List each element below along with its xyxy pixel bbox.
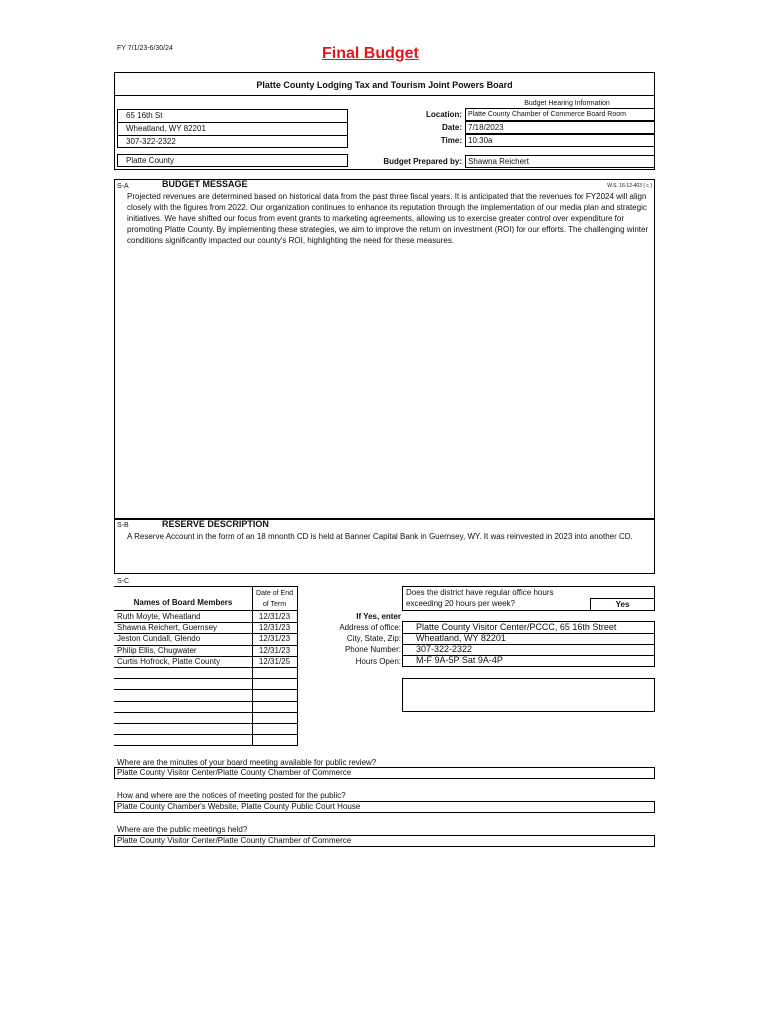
office-phone-value: 307-322-2322 bbox=[416, 644, 473, 654]
section-code-sa: S-A bbox=[117, 183, 129, 190]
page-title: Final Budget bbox=[322, 45, 419, 62]
budget-message-text: Projected revenues are determined based on historical data from the past three fiscal years. It is anticipated that the revenues for FY2024 will align closely with the figures from 2022. Our organization continues to enhance its reputation through the implementation of our media plan and strategic initiatives. We have shifted our focus from event grants to marketing agreements, allowing us to exercise greater control over expenditure for promoting Platte County. By implementing these strategies, we aim to improve the return on investment (ROI) for our efforts. The challenging winter conditions significantly impacted our county's ROI, highlighting the need for these measures. bbox=[127, 192, 649, 245]
office-address-value: Platte County Visitor Center/PCCC, 65 16th Street bbox=[416, 622, 617, 632]
office-address-label: Address of office: bbox=[339, 623, 401, 632]
date-value: 7/18/2023 bbox=[468, 123, 504, 132]
section-code-sb: S-B bbox=[117, 522, 129, 529]
board-member-term: 12/31/23 bbox=[258, 612, 291, 621]
time-field bbox=[465, 134, 655, 147]
table-row-divider bbox=[114, 689, 298, 690]
reserve-text: A Reserve Account in the form of an 18 mnonth CD is held at Banner Capital Bank in Guernsey, WY. It was reinvested in 2023 into another CD. bbox=[127, 532, 633, 541]
table-row-divider bbox=[114, 734, 298, 735]
answer-minutes: Platte County Visitor Center/Platte County Chamber of Commerce bbox=[117, 768, 352, 777]
names-header: Names of Board Members bbox=[133, 598, 233, 607]
board-member-name: Shawna Reichert, Guernsey bbox=[117, 623, 218, 633]
budget-message-heading: BUDGET MESSAGE bbox=[162, 179, 248, 189]
location-label: Location: bbox=[426, 110, 462, 119]
county: Platte County bbox=[126, 156, 175, 165]
address-line2: Wheatland, WY 82201 bbox=[126, 124, 206, 133]
office-city-value: Wheatland, WY 82201 bbox=[416, 633, 506, 643]
board-member-term: 12/31/23 bbox=[258, 645, 291, 655]
hearing-heading: Budget Hearing Information bbox=[524, 100, 610, 107]
question-meetings: Where are the public meetings held? bbox=[117, 825, 248, 834]
table-row-divider bbox=[114, 701, 298, 702]
office-question-line1: Does the district have regular office hours bbox=[406, 588, 554, 597]
divider bbox=[114, 95, 655, 96]
office-city-label: City, State, Zip: bbox=[346, 634, 401, 643]
fiscal-year: FY 7/1/23-6/30/24 bbox=[117, 45, 173, 52]
board-member-name: Ruth Moyte, Wheatland bbox=[117, 612, 201, 621]
office-hours-label: Hours Open: bbox=[355, 657, 401, 666]
phone: 307-322-2322 bbox=[126, 137, 176, 146]
office-question-line2: exceeding 20 hours per week? bbox=[406, 599, 515, 608]
divider bbox=[114, 610, 298, 611]
answer-notices: Platte County Chamber's Website, Platte County Public Court House bbox=[117, 802, 361, 811]
prepared-by-label: Budget Prepared by: bbox=[383, 157, 462, 166]
office-phone-label: Phone Number: bbox=[344, 645, 401, 654]
question-minutes: Where are the minutes of your board meeting available for public review? bbox=[117, 758, 377, 767]
time-value: 10:30a bbox=[468, 136, 493, 145]
question-notices: How and where are the notices of meeting posted for the public? bbox=[117, 791, 346, 800]
office-notes-box bbox=[402, 678, 655, 712]
term-header-line2: of Term bbox=[262, 601, 287, 608]
board-member-name: Philip Ellis, Chugwater bbox=[117, 645, 197, 655]
divider bbox=[117, 135, 348, 136]
divider bbox=[117, 122, 348, 123]
board-member-term: 12/31/25 bbox=[258, 656, 291, 666]
term-header-line1: Date of End bbox=[256, 590, 293, 597]
board-member-term: 12/31/23 bbox=[258, 634, 291, 644]
board-name: Platte County Lodging Tax and Tourism Joint Powers Board bbox=[256, 80, 513, 90]
date-label: Date: bbox=[441, 123, 462, 132]
address-line1: 65 16th St bbox=[126, 111, 163, 120]
board-member-term: 12/31/23 bbox=[258, 623, 291, 633]
prepared-by-value: Shawna Reichert bbox=[468, 157, 529, 166]
answer-meetings: Platte County Visitor Center/Platte County Chamber of Commerce bbox=[117, 836, 352, 845]
reserve-heading: RESERVE DESCRIPTION bbox=[162, 519, 269, 529]
table-row-divider bbox=[114, 723, 298, 724]
office-answer: Yes bbox=[615, 600, 630, 609]
board-member-name: Curtis Hofrock, Platte County bbox=[117, 656, 221, 666]
statute-reference: W.S. 16-12-403 ( c ) bbox=[607, 183, 652, 189]
board-member-name: Jeston Cundall, Glendo bbox=[117, 634, 201, 644]
table-row-divider bbox=[114, 745, 298, 746]
if-yes-label: If Yes, enter bbox=[356, 612, 401, 621]
table-row-divider bbox=[114, 712, 298, 713]
table-row-divider bbox=[114, 678, 298, 679]
table-row-divider bbox=[114, 667, 298, 668]
time-label: Time: bbox=[440, 136, 462, 145]
office-hours-value: M-F 9A-5P Sat 9A-4P bbox=[416, 655, 503, 665]
divider bbox=[114, 586, 298, 587]
section-code-sc: S-C bbox=[117, 578, 130, 585]
location-value: Platte County Chamber of Commerce Board Room bbox=[468, 111, 626, 118]
